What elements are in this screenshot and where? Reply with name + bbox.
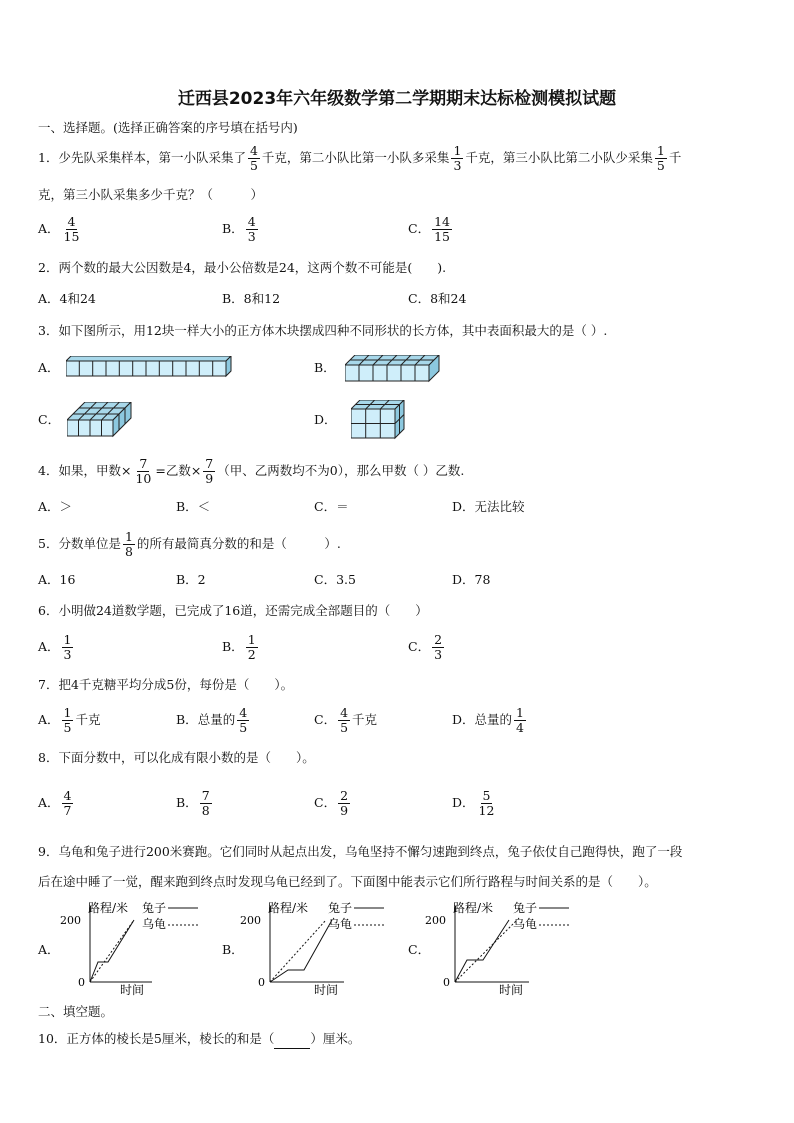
graph-c-turtle-line [455, 920, 517, 982]
graph-b-turtle-label: 乌龟 [328, 917, 353, 931]
q9-option-a[interactable]: A． [38, 942, 60, 957]
q4-option-b[interactable]: B．＜ [176, 499, 211, 514]
cuboid-3x4-figure [67, 402, 135, 438]
q3-option-b[interactable]: B． [314, 360, 336, 375]
graph-c-y200: 200 [425, 914, 446, 927]
q9-option-b[interactable]: B． [222, 942, 244, 957]
graph-b-rabbit-label: 兔子 [328, 901, 353, 915]
graph-b-rabbit-line [270, 920, 332, 982]
q4-option-a[interactable]: A．＞ [38, 499, 73, 514]
graph-a-rabbit-label: 兔子 [142, 901, 167, 915]
question-9-line-1: 9．乌龟和兔子进行200米赛跑。它们同时从起点出发，乌龟坚持不懈匀速跑到终点，兔子依仗自己跑得快，跑了一段 [38, 844, 683, 859]
q8-option-b[interactable]: B． $\frac{7}{8}$ [176, 788, 210, 818]
graph-c-xlabel: 时间 [499, 983, 524, 997]
q2-option-b[interactable]: B．8和12 [222, 291, 281, 306]
q6-option-c[interactable]: C． $\frac{2}{3}$ [408, 632, 443, 662]
q4-option-c[interactable]: C．＝ [314, 499, 349, 514]
question-10: 10．正方体的棱长是5厘米，棱长的和是（ ）厘米。 [38, 1030, 360, 1049]
q3-option-c[interactable]: C． [38, 412, 61, 427]
graph-a-turtle-label: 乌龟 [142, 917, 167, 931]
q3-option-d[interactable]: D． [314, 412, 337, 427]
question-2: 2．两个数的最大公因数是4，最小公倍数是24，这两个数不可能是( ). [38, 260, 447, 275]
graph-c-origin: 0 [443, 976, 450, 989]
q2-option-a[interactable]: A．4和24 [38, 291, 96, 306]
q1-option-b[interactable]: B． $\frac{4}{3}$ [222, 214, 256, 244]
graph-c-rabbit-line [455, 920, 509, 982]
graph-b-xlabel: 时间 [314, 983, 339, 997]
graph-b-turtle-line [270, 920, 326, 982]
q5-option-b[interactable]: B．2 [176, 572, 206, 587]
question-3: 3．如下图所示，用12块一样大小的正方体木块摆成四种不同形状的长方体，其中表面积最大的是（ ）. [38, 323, 608, 338]
graph-b-origin: 0 [258, 976, 265, 989]
graph-a [60, 898, 210, 998]
cuboid-2x6-figure [345, 355, 441, 383]
q5-option-a[interactable]: A．16 [38, 572, 76, 587]
graph-b-ylabel: 路程/米 [268, 901, 309, 915]
q6-option-a[interactable]: A． $\frac{1}{3}$ [38, 632, 72, 662]
graph-c [425, 898, 575, 998]
q8-option-a[interactable]: A． $\frac{4}{7}$ [38, 788, 72, 818]
q1-option-c[interactable]: C． $\frac{14}{15}$ [408, 214, 450, 244]
question-1: 1．少先队采集样本，第一小队采集了 $\frac{4}{5}$ 千克，第二小队比第一小队多采集 $\frac{1}{3}$ 千克，第三小队比第二小队少采集 $\frac{1}{5}$ 千 [38, 143, 682, 173]
q7-option-b[interactable]: B．总量的 $\frac{4}{5}$ [176, 705, 248, 735]
q7-option-d[interactable]: D．总量的 $\frac{1}{4}$ [452, 705, 524, 735]
q7-option-a[interactable]: A． $\frac{1}{5}$ 千克 [38, 705, 101, 735]
cuboid-2x2x3-figure [351, 400, 407, 440]
fraction: $\frac{1}{3}$ [453, 143, 462, 173]
question-8: 8．下面分数中，可以化成有限小数的是（ ）。 [38, 750, 315, 765]
section-1-heading: 一、选择题。(选择正确答案的序号填在括号内) [38, 120, 298, 135]
question-5: 5．分数单位是 $\frac{1}{8}$ 的所有最简真分数的和是（ ）. [38, 529, 341, 559]
cuboid-1x12-figure [66, 356, 232, 378]
question-4: 4．如果，甲数× $\frac{7}{10}$ =乙数× $\frac{7}{9}$ （甲、乙两数均不为0），那么甲数（ ）乙数. [38, 456, 465, 486]
graph-c-rabbit-label: 兔子 [513, 901, 538, 915]
answer-blank[interactable] [274, 1030, 310, 1049]
q6-option-b[interactable]: B． $\frac{1}{2}$ [222, 632, 256, 662]
question-1-line-2: 克，第三小队采集多少千克？（ ） [38, 187, 264, 202]
graph-b [240, 898, 390, 998]
section-2-heading: 二、填空题。 [38, 1004, 114, 1019]
graph-a-origin: 0 [78, 976, 85, 989]
graph-a-xlabel: 时间 [120, 983, 145, 997]
question-7: 7．把4千克糖平均分成5份，每份是（ ）。 [38, 677, 294, 692]
graph-c-turtle-label: 乌龟 [513, 917, 538, 931]
graph-a-y200: 200 [60, 914, 81, 927]
question-6: 6．小明做24道数学题，已完成了16道，还需完成全部题目的（ ） [38, 603, 428, 618]
q2-option-c[interactable]: C．8和24 [408, 291, 467, 306]
q5-option-d[interactable]: D．78 [452, 572, 491, 587]
q3-option-a[interactable]: A． [38, 360, 60, 375]
graph-a-turtle-line [90, 920, 134, 982]
fraction: $\frac{4}{5}$ [249, 143, 258, 173]
graph-a-ylabel: 路程/米 [88, 901, 129, 915]
q1-option-a[interactable]: A． $\frac{4}{15}$ [38, 214, 80, 244]
q8-option-c[interactable]: C． $\frac{2}{9}$ [314, 788, 349, 818]
q5-option-c[interactable]: C．3.5 [314, 572, 356, 587]
graph-c-ylabel: 路程/米 [453, 901, 494, 915]
q4-option-d[interactable]: D．无法比较 [452, 499, 525, 514]
q9-option-c[interactable]: C． [408, 942, 431, 957]
q8-option-d[interactable]: D． $\frac{5}{12}$ [452, 788, 495, 818]
graph-b-y200: 200 [240, 914, 261, 927]
page-title: 迁西县2023年六年级数学第二学期期末达标检测模拟试题 [177, 89, 617, 109]
q7-option-c[interactable]: C． $\frac{4}{5}$ 千克 [314, 705, 378, 735]
question-9-line-2: 后在途中睡了一觉，醒来跑到终点时发现乌龟已经到了。下面图中能表示它们所行路程与时间关系的是（ ）。 [38, 874, 657, 889]
fraction: $\frac{1}{5}$ [656, 143, 665, 173]
